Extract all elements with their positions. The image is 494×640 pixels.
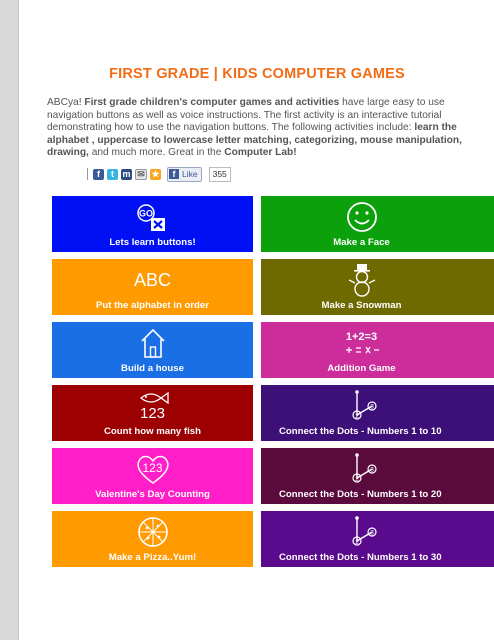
abc-icon — [52, 263, 253, 297]
myspace-icon[interactable]: m — [122, 168, 131, 179]
addition-icon-text: 1+2=3 — [345, 330, 378, 343]
intro-bold-text: Computer Lab! — [224, 147, 297, 159]
facebook-icon: f — [169, 169, 179, 179]
svg-text:3: 3 — [369, 529, 374, 537]
game-label: Connect the Dots - Numbers 1 to 20 — [279, 489, 442, 500]
fish-icon — [52, 389, 253, 423]
page — [18, 0, 494, 640]
game-tile-count-fish[interactable] — [52, 385, 253, 441]
game-tile-make-a-face[interactable] — [261, 196, 494, 252]
game-label: Build a house — [121, 363, 184, 374]
abc-icon-text: ABC — [133, 269, 171, 290]
svg-text:3: 3 — [369, 403, 374, 411]
share-bar — [87, 166, 231, 182]
game-tile-valentines-counting[interactable] — [52, 448, 253, 504]
game-label: Make a Snowman — [321, 300, 402, 311]
svg-text:2: 2 — [354, 413, 359, 420]
connect-dots-icon — [261, 515, 462, 549]
go-x-buttons-icon — [52, 200, 253, 234]
email-icon[interactable]: ✉ — [135, 169, 147, 180]
connect-dots-icon — [261, 452, 462, 486]
pizza-icon — [52, 515, 253, 549]
house-icon — [52, 326, 253, 360]
facebook-like-button[interactable] — [167, 167, 202, 182]
game-tile-make-a-snowman[interactable] — [261, 259, 494, 315]
game-tile-make-a-pizza[interactable] — [52, 511, 253, 567]
game-tile-alphabet-order[interactable] — [52, 259, 253, 315]
heart-icon-text: 123 — [142, 461, 163, 475]
game-label: Valentine's Day Counting — [95, 489, 210, 500]
game-label: Count how many fish — [103, 426, 201, 437]
svg-text:3: 3 — [369, 466, 374, 474]
like-count: 355 — [209, 167, 231, 182]
game-label: Connect the Dots - Numbers 1 to 30 — [279, 552, 442, 563]
twitter-icon[interactable]: t — [107, 169, 118, 180]
svg-text:GO: GO — [138, 208, 153, 219]
intro-text: and much more. Great in the — [88, 147, 225, 159]
fish-icon-text: 123 — [139, 404, 166, 422]
game-tile-connect-dots-20[interactable] — [261, 448, 494, 504]
game-label: Addition Game — [327, 363, 396, 374]
game-tile-lets-learn-buttons[interactable] — [52, 196, 253, 252]
game-label: Put the alphabet in order — [95, 300, 209, 311]
game-label: Make a Pizza..Yum! — [108, 552, 197, 563]
intro-paragraph — [47, 97, 465, 160]
smiley-face-icon — [261, 200, 462, 234]
snowman-icon — [261, 263, 462, 297]
heart-icon — [52, 452, 253, 486]
intro-text: have large easy to use navigation buttons as well as voice instructions. The first activity is an interactive tutorial demonstrating how to use the navigation buttons. The following activities include: — [47, 97, 445, 134]
facebook-icon[interactable]: f — [93, 169, 104, 180]
svg-text:2: 2 — [354, 539, 359, 546]
like-label: Like — [182, 169, 198, 179]
game-label: Lets learn buttons! — [109, 237, 196, 248]
intro-bold-text: learn the alphabet , uppercase to lowercase letter matching, categorizing, mouse manipulation, drawing, — [47, 122, 462, 159]
intro-bold-text: First grade children's computer games and activities — [84, 97, 340, 108]
game-tile-connect-dots-10[interactable] — [261, 385, 494, 441]
svg-text:2: 2 — [354, 476, 359, 483]
game-tile-addition-game[interactable] — [261, 322, 494, 378]
share-divider — [87, 168, 88, 180]
connect-dots-icon — [261, 389, 462, 423]
game-tile-connect-dots-30[interactable] — [261, 511, 494, 567]
game-label: Make a Face — [333, 237, 390, 248]
game-tile-build-a-house[interactable] — [52, 322, 253, 378]
game-label: Connect the Dots - Numbers 1 to 10 — [279, 426, 442, 437]
page-title: FIRST GRADE | KIDS COMPUTER GAMES — [109, 66, 405, 82]
intro-text: ABCya! — [47, 97, 85, 108]
addition-icon — [261, 326, 462, 360]
favorite-icon[interactable]: ★ — [151, 168, 160, 179]
